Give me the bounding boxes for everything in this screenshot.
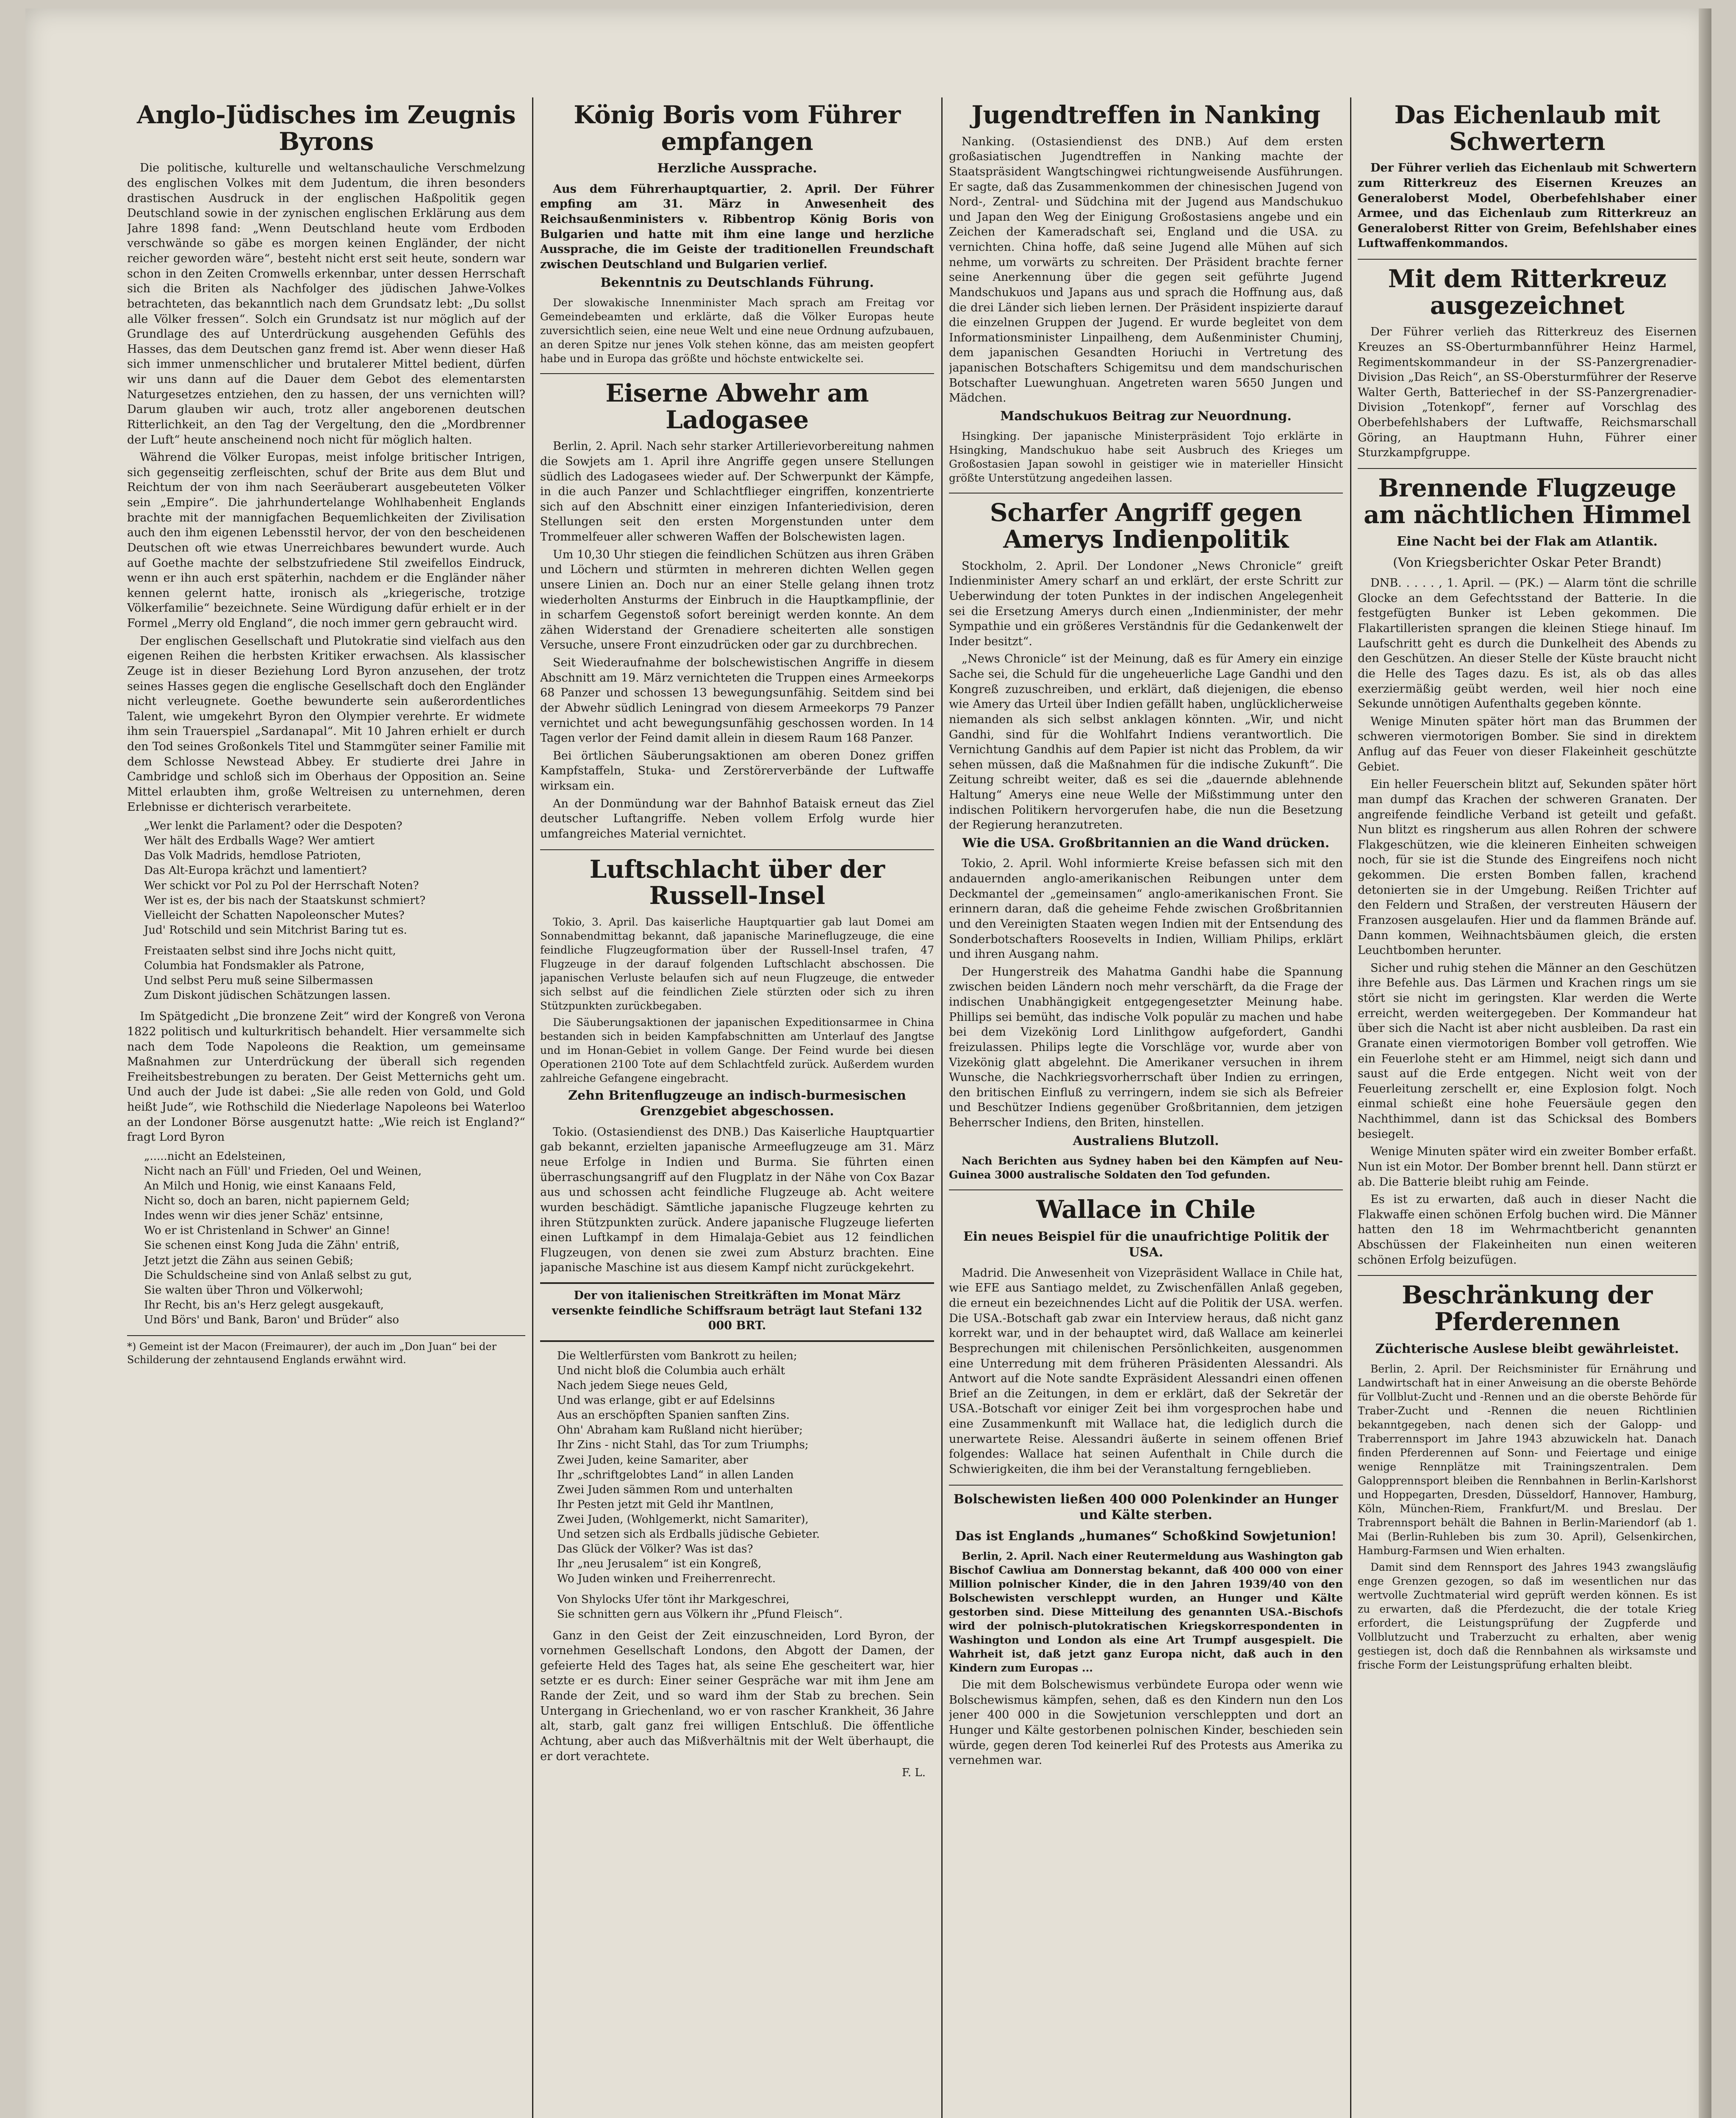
signature: F. L. <box>901 1766 926 1780</box>
paragraph: „News Chronicle“ ist der Meinung, daß es für Amery ein einzige Sache sei, die Schuld für die ungeheuerliche Lage Gandhi und den Kongreß zuzuschreiben, und erklärt, daß diejenigen, die ebenso wie Amery das Urteil über Indien gefällt haben, unglücklicherweise niemanden als sich selbst anklagen könnten. „Wir, und nicht Gandhi, sind für die Wohlfahrt Indiens verantwortlich. Die Vernichtung Gandhis auf dem Papier ist nicht das Problem, da wir sehen müssen, daß die Maßnahmen für die indische Zukunft“. Die Zeitung schreibt weiter, daß es sei die „dauernde ablehnende Haltung“ Amerys eine neue Welle der Mißstimmung unter den indischen Politikern hervorgerufen habe, die nun die Besetzung der Regierung heranzutreten. <box>949 652 1343 832</box>
headline: Brennende Flugzeuge am nächtlichen Himmel <box>1364 473 1691 529</box>
headline: Das Eichenlaub mit Schwertern <box>1394 100 1660 156</box>
column-1 <box>127 97 525 2118</box>
headline: Jugendtreffen in Nanking <box>971 100 1320 129</box>
headline: König Boris vom Führer empfangen <box>574 100 901 156</box>
paragraph: Die Säuberungsaktionen der japanischen Expeditionsarmee in China bestanden sich in beiden Kampfabschnitten am Unterlauf des Jangtse und im Honan-Gebiet in vollem Gange. Der Feind wurde bei diesen Operationen 2100 Tote auf dem Schlachtfeld zurück. Außerdem wurden zahlreiche Gefangene eingebracht. <box>540 1016 934 1084</box>
footnote: *) Gemeint ist der Macon (Freimaurer), der auch im „Don Juan“ bei der Schilderung der zehntausend Englands erwähnt wird. <box>127 1335 525 1367</box>
paragraph: Wenige Minuten später wird ein zweiter Bomber erfaßt. Nun ist ein Motor. Der Bomber brennt hell. Dann stürzt er ab. Die Batterie bleibt ruhig am Feinde. <box>1358 1145 1697 1189</box>
headline: Beschränkung der Pferderennen <box>1402 1281 1653 1336</box>
paragraph: Der slowakische Innenminister Mach sprach am Freitag vor Gemeindebeamten und erklärte, daß die Völker Europas heute zuversichtlich seien, eine neue Welt und eine neue Ordnung aufzubauen, an deren Spitze nur jenes Volk stehen könne, das am meisten geopfert habe und in Europa das größte und höchste entwickelte sei. <box>540 297 934 365</box>
boxed-text: Der von italienischen Streitkräften im Monat März versenkte feindliche Schiffsraum beträgt laut Stefani 132 000 BRT. <box>552 1289 923 1333</box>
deck: Züchterische Auslese bleibt gewährleistet. <box>1375 1341 1679 1356</box>
paragraph: Ein heller Feuerschein blitzt auf, Sekunden später hört man dumpf das Krachen der schweren Granaten. Der angreifende feindliche Verband ist geteilt und gefaßt. Nun blitzt es ringsherum aus allen Rohren der schwere Flakgeschützen, wie die kleineren Einheiten schweigen noch, für sie ist die Stunde des Eingreifens noch nicht gekommen. Die ersten Bomben fallen, krachend detonierten sie in der Umgebung. Reißen Trichter auf den Feldern und Straßen, der verstreuten Häusern der Franzosen ausgelaufen. Hier und da flammen Brände auf. Dann kommen, Weihnachtsbäumen gleich, die ersten Leuchtbomben herunter. <box>1358 778 1697 957</box>
paragraph: Tokio, 3. April. Das kaiserliche Hauptquartier gab laut Domei am Sonnabendmittag bekannt, daß japanische Marineflugzeuge, die eine feindliche Flugzeugformation über der Russell-Insel trafen, 47 Flugzeuge in der darauf folgenden Luftschlacht abschossen. Die japanischen Verluste belaufen sich auf neun Flugzeuge, die entweder sich selbst auf die feindlichen Ziele stürzten oder sich zu ihren Stützpunkten zurückbegaben. <box>540 915 934 1012</box>
paragraph: Der englischen Gesellschaft und Plutokratie sind vielfach aus den eigenen Reihen die herbsten Kritiker erwachsen. Als klassischer Zeuge ist in dieser Beziehung Lord Byron anzusehen, der trotz seines Hasses gegen die englische Gesellschaft doch den Engländer nicht verleugnete. Goethe bewunderte sein außerordentliches Talent, wie umgekehrt Byron den Olympier verehrte. Er widmete ihm sein Trauerspiel „Sardanapal“. Mit 10 Jahren erhielt er durch den Tod seines Großonkels Titel und Stammgüter seiner Familie mit dem Schlosse Newstead Abbey. Er studierte drei Jahre in Cambridge und schloß sich im Oberhaus der Opposition an. Seine Mittel erlaubten ihm, große Weltreisen zu unternehmen, deren Erlebnisse er dichterisch verarbeitete. <box>127 634 525 814</box>
column-4 <box>1358 97 1697 2118</box>
deck: Herzliche Aussprache. <box>657 161 817 176</box>
paragraph: Der Führer verlieh das Eichenlaub mit Schwertern zum Ritterkreuz des Eisernen Kreuzes an Generaloberst Model, Oberbefehlshaber einer Armee, und das Eichenlaub zum Ritterkreuz an Generaloberst Ritter von Greim, Befehlshaber eines Luftwaffenkommandos. <box>1358 161 1697 250</box>
subheading: Bolschewisten ließen 400 000 Polenkinder an Hunger und Kälte sterben. <box>953 1491 1339 1522</box>
paragraph: Der Hungerstreik des Mahatma Gandhi habe die Spannung zwischen beiden Ländern noch mehr verschärft, da die Frage der indischen Unabhängigkeit entgegengesetzter Meinung habe. Phillips sei bemüht, das indische Volk populär zu machen und habe bei dem Vizekönig Lord Linlithgow aufgefordert, Gandhi freizulassen. Philips legte die Vorschläge vor, wurde aber von Vizekönig glatt abgelehnt. Die Amerikaner versuchen in ihrem Wunsche, die Nachkriegsvorherrschaft über Indien zu erringen, den britischen Einfluß zu verringern, indem sie sich als Befreier und Beschützer Indiens gegenüber Großbritannien, dem jetzigen Beherrscher Indiens, den Briten, hinstellen. <box>949 965 1343 1129</box>
headline: Wallace in Chile <box>1036 1195 1256 1224</box>
paragraph: Tokio, 2. April. Wohl informierte Kreise befassen sich mit den andauernden anglo-amerikanischen Reibungen unter dem Deckmantel der „gemeinsamen“ anglo-amerikanischen Front. Sie erinnern daran, daß die geheime Fehde zwischen Großbritannien und den Vereinigten Staaten wegen Indien mit der Entsendung des Sonderbotschafters Roosevelts in Indien, William Philips, erklärt und ihren Ausgang nahm. <box>949 857 1343 961</box>
divider <box>949 1189 1343 1190</box>
subheading: Bekenntnis zu Deutschlands Führung. <box>600 275 874 290</box>
verse: Die Weltlerfürsten vom Bankrott zu heilen; Und nicht bloß die Columbia auch erhält Nach jedem Siege neues Geld, Und was erlange, gibt er auf Edelsinns Aus an erschöpften Spanien sanften Zins. Ohn' Abraham kam Rußland nicht hierüber; Ihr Zins - nicht Stahl, das Tor zum Triumphs; Zwei Juden, keine Samariter, aber Ihr „schriftgelobtes Land“ in allen Landen Zwei Juden sämmen Rom und unterhalten Ihr Pesten jetzt mit Geld ihr Mantlnen, Zwei Juden, (Wohlgemerkt, nicht Samariter), Und setzen sich als Erdballs jüdische Gebieter. Das Glück der Völker? Was ist das? Ihr „neu Jerusalem“ ist ein Kongreß, Wo Juden winken und Freiherrenrecht. <box>557 1349 820 1586</box>
divider <box>1358 468 1697 469</box>
paragraph: Wenige Minuten später hört man das Brummen der schweren viermotorigen Bomber. Sie sind in direktem Anflug auf das Feuer von dieser Flakeinheit geschützte Gebiet. <box>1358 715 1697 773</box>
subheading: Wie die USA. Großbritannien an die Wand drücken. <box>962 835 1330 851</box>
paragraph: Nanking. (Ostasiendienst des DNB.) Auf dem ersten großasiatischen Jugendtreffen in Nanking machte der Staatspräsident Wangtschingwei richtungweisende Ausführungen. Er sagte, daß das Zusammenkommen der chinesischen Jugend von Nord-, Zentral- und Südchina mit der Jugend aus Mandschukuo und Japan den Weg der Einigung Großostasiens angebe und ein Zeichen der Kameradschaft sei, England und die USA. zu vernichten. China hoffe, daß seine Jugend alle Mühen auf sich nehme, um vorwärts zu schreiten. Der Präsident brachte ferner seine Anerkennung über die gegen seit geführte Jugend Mandschukuos und Japans aus und sprach die Hoffnung aus, daß die drei Länder sich lieben lernen. Der Präsident inspizierte darauf die einzelnen Gruppen der Jugend. Er wurde begleitet von dem Informationsminister Linpailheng, dem Außenminister Chuminj, dem japanischen Gesandten Horiuchi in Vertretung des japanischen Botschafters Schigemitsu und dem mandschurischen Botschafter Luewunghuan. Angetreten waren 5650 Jungen und Mädchen. <box>949 135 1343 405</box>
divider <box>949 1485 1343 1486</box>
paragraph: An der Donmündung war der Bahnhof Bataisk erneut das Ziel deutscher Luftangriffe. Neben vollem Erfolg wurde hier umfangreiches Material vernichtet. <box>540 797 934 840</box>
verse: „Wer lenkt die Parlament? oder die Despoten? Wer hält des Erdballs Wage? Wer amtiert Das Volk Madrids, hemdlose Patrioten, Das Alt-Europa krächzt und lamentiert? Wer schickt vor Pol zu Pol der Herrschaft Noten? Wer ist es, der bis nach der Staatskunst schmiert? Vielleicht der Schatten Napoleonscher Mutes? Jud' Rotschild und sein Mitchrist Baring tut es. <box>144 820 426 937</box>
paragraph: Hsingking. Der japanische Ministerpräsident Tojo erklärte in Hsingking, Mandschukuo habe seit Ausbruch des Krieges um Großostasien Japan sowohl in geistiger wie in materieller Hinsicht größte Unterstützung angedeihen lassen. <box>949 430 1343 485</box>
divider <box>540 373 934 374</box>
paragraph: Stockholm, 2. April. Der Londoner „News Chronicle“ greift Indienminister Amery scharf an und erklärt, der erste Schritt zur Ueberwindung der toten Punktes in der indischen Angelegenheit sei die Ersetzung Amerys durch einen „Indienminister, der mehr Sympathie und ein größeres Verständnis für die Gedankenwelt der Inder besitzt“. <box>949 559 1343 648</box>
paragraph: DNB. . . . . , 1. April. — (PK.) — Alarm tönt die schrille Glocke an dem Gefechtsstand der Batterie. In die festgefügten Bunker ist Leben gekommen. Die Flakartilleristen sprangen die kleinen Stiege hinauf. Im Laufschritt geht es durch die Dunkelheit des Abends zu den Geschützen. An dieser Stelle der Küste braucht nicht die Helle des Tages dazu. Es ist, als ob das alles exerziermäßig geübt werden, weil hier noch eine Sekunde unnötigen Aufenthalts gegeben könnte. <box>1358 577 1697 711</box>
headline: Scharfer Angriff gegen Amerys Indienpolitik <box>990 498 1302 554</box>
column-2 <box>540 97 934 2118</box>
paragraph: Die mit dem Bolschewismus verbündete Europa oder wenn wie Bolschewismus kämpfen, sehen, daß es den Kindern nun den Los jener 400 000 in die Sowjetunion verschleppten und dort an Hunger und Kälte gestorbenen polnischen Kinder, beschieden sein würde, gegen deren Tod keinerlei Ruf des Protests aus Amerika zu vernehmen war. <box>949 1678 1343 1767</box>
lead-paragraph: Aus dem Führerhauptquartier, 2. April. Der Führer empfing am 31. März in Anwesenheit des Reichsaußenministers v. Ribbentrop König Boris von Bulgarien und hatte mit ihm eine lange und herzliche Aussprache, die im Geiste der traditionellen Freundschaft zwischen Deutschland und Bulgarien verlief. <box>540 182 934 271</box>
paragraph: Der Führer verlieh das Ritterkreuz des Eisernen Kreuzes an SS-Oberturmbannführer Heinz Harmel, Regimentskommandeur in der SS-Panzergrenadier-Division „Das Reich“, an SS-Obersturmführer der Reserve Walter Gerth, Batteriechef in der SS-Panzergrenadier-Division „Totenkopf“, ferner auf Vorschlag des Oberbefehlshabers der Luftwaffe, Reichsmarschall Göring, an Hauptmann Huhn, Führer einer Sturzkampfgruppe. <box>1358 325 1697 460</box>
subheading: Zehn Britenflugzeuge an indisch-burmesischen Grenzgebiet abgeschossen. <box>568 1088 906 1119</box>
headline: Luftschlacht über der Russell-Insel <box>589 854 885 910</box>
subheading: Australiens Blutzoll. <box>1073 1133 1219 1148</box>
verse: Von Shylocks Ufer tönt ihr Markgeschrei, Sie schnitten gern aus Völkern ihr „Pfund Fleisch“. <box>557 1593 843 1621</box>
paragraph: Damit sind dem Rennsport des Jahres 1943 zwangsläufig enge Grenzen gezogen, so daß im wesentlichen nur das wertvolle Zuchtmaterial wird geprüft werden können. Es ist zu erwarten, daß die Pferdezucht, die der totale Krieg erfordert, die Leistungsprüfung der Zugpferde und Vollblutzucht und Traberzucht zu erhalten, aber wenig gestiegen ist, doch daß die Rennbahnen als wirksamste und frische Form der Leistungsprüfung erhalten bleibt. <box>1358 1561 1697 1671</box>
paragraph: Im Spätgedicht „Die bronzene Zeit“ wird der Kongreß von Verona 1822 politisch und kulturkritisch behandelt. Hier versammelte sich nach dem Tode Napoleons die Reaktion, um gemeinsame Maßnahmen zur Unterdrückung der überall sich regenden Freiheitsbestrebungen zu beraten. Der Geist Metternichs geht um. Und auch der Jude ist dabei: „Sie alle reden von Gold, und Gold heißt Jude“, wie Rothschild die Niederlage Napoleons bei Waterloo an der Londoner Börse ausgenutzt hatte: „Wie reich ist England?“ fragt Lord Byron <box>127 1010 525 1144</box>
headline: Mit dem Ritterkreuz ausgezeichnet <box>1388 264 1667 320</box>
newspaper-page <box>25 8 1711 2118</box>
paragraph: Die politische, kulturelle und weltanschauliche Verschmelzung des englischen Volkes mit dem Judentum, die ihren besonders drastischen Ausdruck in der englischen Haßpolitik gegen Deutschland sowie in der zynischen englischen Erklärung aus dem Jahre 1898 fand: „Wenn Deutschland heute vom Erdboden verschwände so gäbe es morgen keinen Engländer, der nicht reicher geworden wäre“, besteht nicht erst seit heute, sondern war schon in den Zeiten Cromwells erkennbar, unter dessen Herrschaft sich die Briten als Nachfolger des jüdischen Jahwe-Volkes betrachteten, das bekanntlich nach dem Grundsatz lebt: „Du sollst alle Völker fressen“. Solch ein Grundsatz ist nur möglich auf der Grundlage des auf Unterdrückung ausgehenden Gefühls des Hasses, das dem Deutschen ganz fremd ist. Aber wenn dieser Haß sich immer unmenschlicher und brutalerer Mittel bedient, dürfen wir uns dann auf die Dauer dem Gebot des elementarsten Naturgesetzes entziehen, den zu hassen, der uns vernichten will? Darum glauben wir auch, trotz aller angeborenen deutschen Ritterlichkeit, an den Tag der Vergeltung, den die „Mordbrenner der Luft“ heute anscheinend noch nicht für möglich halten. <box>127 161 525 446</box>
paragraph: Berlin, 2. April. Nach einer Reutermeldung aus Washington gab Bischof Cawliua am Donnerstag bekannt, daß 400 000 von einer Million polnischer Kinder, die in den Jahren 1939/40 von den Bolschewisten verschleppt wurden, an Hunger und Kälte gestorben sind. Diese Mitteilung des genannten USA.-Bischofs wird der polnisch-plutokratischen Kriegskorrespondenten in Washington und London als eine Art Trumpf ausgespielt. Die Wahrheit ist, daß jetzt ganz Europa nicht, daß auch in den Kindern zum Europas ... <box>949 1550 1343 1674</box>
paragraph: Bei örtlichen Säuberungsaktionen am oberen Donez griffen Kampfstaffeln, Stuka- und Zerstörerverbände der Luftwaffe wirksam ein. <box>540 749 934 793</box>
column-rule <box>941 97 943 2118</box>
paragraph: Ganz in den Geist der Zeit einzuschneiden, Lord Byron, der vornehmen Gesellschaft Londons, den Abgott der Damen, der gefeierte Held des Tages hat, als seine Ehe gescheitert war, hier setzte er es durch: Einer seiner Gespräche war mit ihm Jene am Rande der Zeit, und so ward ihm der Stab zu brechen. Sein Untergang in Griechenland, wo er von rascher Krankheit, 36 Jahre alt, starb, galt ganz frei willigen Entschluß. Die öffentliche Achtung, aber auch das Mißverhältnis mit der Welt überhaupt, die er dort verachtete. <box>540 1629 934 1763</box>
paragraph: Sicher und ruhig stehen die Männer an den Geschützen ihre Befehle aus. Das Lärmen und Krachen rings um sie stört sie nicht im geringsten. Klar werden die Werte erreicht, werden weitergegeben. Der Kommandeur hat über sich die Nacht ist aber nicht ausbleiben. Da rast ein Granate einen viermotorigen Bomber voll getroffen. Wie ein Feuerlohe steht er am Himmel, neigt sich dann und saust auf die Erde entgegen. Nicht weit von der Feuerleitung zerschellt er, eine Explosion folgt. Noch einmal schießt eine hohe Feuersäule gegen den Nachthimmel, dann ist das Schicksal des Bombers besiegelt. <box>1358 961 1697 1141</box>
column-rule <box>532 97 533 2118</box>
paragraph: Nach Berichten aus Sydney haben bei den Kämpfen auf Neu-Guinea 3000 australische Soldaten den Tod gefunden. <box>949 1155 1343 1181</box>
paragraph: Während die Völker Europas, meist infolge britischer Intrigen, sich gegenseitig zerfleischten, schuf der Brite aus dem Blut und Reichtum der von ihm nach Seeräuberart ausgebeuteten Völker sein „Empire“. Die jahrhundertelange Wohlhabenheit Englands brachte mit der mannigfachen Bequemlichkeiten der Zivilisation auch den ihm eigenen Lebensstil hervor, der von den bescheidenen Deutschen oft wie etwas Unerreichbares bewundert wurde. Auch auf Goethe machte der selbstzufriedene Stil zweifellos Eindruck, wenn er ihn auch erst späterhin, nachdem er die Engländer näher kennen gelernt hatte, ironisch als „kriegerische, trotzige Völkerfamilie“ bezeichnete. Seine Würdigung dafür erhielt er in der Formel „Merry old England“, die noch immer gern gebraucht wird. <box>127 451 525 630</box>
verse: Freistaaten selbst sind ihre Jochs nicht quitt, Columbia hat Fondsmakler als Patrone, Und selbst Peru muß seine Silbermassen Zum Diskont jüdischen Schätzungen lassen. <box>144 944 396 1002</box>
paragraph: Es ist zu erwarten, daß auch in dieser Nacht die Flakwaffe einen schönen Erfolg buchen wird. Die Männer hatten den 18 im Wehrmachtbericht genannten Abschüssen der Flakeinheiten nun einen weiteren schönen Erfolg beizufügen. <box>1358 1193 1697 1267</box>
deck: Ein neues Beispiel für die unaufrichtige Politik der USA. <box>963 1229 1329 1260</box>
paragraph: Berlin, 2. April. Der Reichsminister für Ernährung und Landwirtschaft hat in einer Anweisung an die oberste Behörde für Vollblut-Zucht und -Rennen und an die oberste Behörde für Traber-Zucht und -Rennen die neuen Richtlinien bekanntgegeben, nach denen sich der Galopp- und Traberrennsport im Jahre 1943 abzuwickeln hat. Danach finden Pferderennen auf Sonn- und Feiertage und einige wenige Rennplätze mit Trainingszentralen. Dem Galopprennsport bleiben die Rennbahnen in Berlin-Karlshorst und Hoppegarten, Dresden, Düsseldorf, Hannover, Hamburg, Köln, München-Riem, Frankfurt/M. und Breslau. Der Trabrennsport behält die Bahnen in Berlin-Mariendorf (ab 1. Mai (Berlin-Ruhleben bis zum 30. April), Gelsenkirchen, Hamburg-Farmsen und Wien erhalten. <box>1358 1363 1697 1557</box>
subheading: Das ist Englands „humanes“ Schoßkind Sowjetunion! <box>955 1528 1337 1544</box>
boxed-notice <box>540 1282 934 1342</box>
column-rule <box>1350 97 1351 2118</box>
deck: Eine Nacht bei der Flak am Atlantik. <box>1397 534 1658 549</box>
subheading: Mandschukuos Beitrag zur Neuordnung. <box>1000 408 1292 424</box>
paragraph: Madrid. Die Anwesenheit von Vizepräsident Wallace in Chile hat, wie EFE aus Santiago meldet, zu Zwischenfällen Anlaß gegeben, die erneut ein bezeichnendes Licht auf die Politik der USA. werfen. Die USA.-Botschaft gab zwar ein Interview heraus, daß nicht ganz korrekt war, und in der behauptet wird, daß Wallace am keinerlei Besprechungen mit chilenischen Persönlichkeiten, ausgenommen eine Unterredung mit dem früheren Präsidenten Alessandri. Als Antwort auf die Note sandte Expräsident Alessandri einen offenen Brief an die Zeitungen, in dem er erklärt, daß der Sekretär der USA.-Botschaft vor einiger Zeit bei ihm vorgesprochen habe und eine Zusammenkunft mit Wallace hat, die lediglich durch die unerwartete Reise. Alessandri äußerte in seinem offenen Brief folgendes: Wallace hat seinen Aufenthalt in Chile durch die Schwierigkeiten, die ihm bei der Veranstaltung ferngeblieben. <box>949 1266 1343 1476</box>
divider <box>1358 259 1697 260</box>
divider <box>540 849 934 850</box>
paragraph: Berlin, 2. April. Nach sehr starker Artillerievorbereitung nahmen die Sowjets am 1. April ihre Angriffe gegen unsere Stellungen südlich des Ladogasees wieder auf. Der Schwerpunkt der Kämpfe, in die auch Panzer und Schlachtflieger eingriffen, konzentrierte sich auf den Abschnitt einer einzigen Infanteriedivision, deren Stellungen seit den ersten Morgenstunden unter dem Trommelfeuer aller schweren Waffen der Bolschewisten lagen. <box>540 440 934 543</box>
paragraph: Tokio. (Ostasiendienst des DNB.) Das Kaiserliche Hauptquartier gab bekannt, erzielten japanische Armeeflugzeuge am 31. März neue Erfolge in Indien und Burma. Sie führten einen überraschungsangriff auf den Flugplatz in der Nähe von Cox Bazar aus und schossen acht feindliche Flugzeuge ab. Acht weitere wurden beschädigt. Sämtliche japanische Flugzeuge kehrten zu ihren Stützpunkten zurück. Andere japanische Flugzeuge lieferten einen Luftkampf in dem Himalaja-Gebiet aus 12 feindlichen Flugzeugen, von denen sie zwei zum Absturz brachten. Eine japanische Maschine ist aus diesem Kampf nicht zurückgekehrt. <box>540 1125 934 1275</box>
headline: Anglo-Jüdisches im Zeugnis Byrons <box>136 100 516 156</box>
page-edge <box>1699 8 1711 2118</box>
paragraph: Seit Wiederaufnahme der bolschewistischen Angriffe in diesem Abschnitt am 19. März vernichteten die Truppen eines Armeekorps 68 Panzer und schossen 13 bewegungsunfähig. Seitdem sind bei der Abwehr südlich Leningrad von diesem Armeekorps 79 Panzer vernichtet und acht bewegungsunfähig geschossen worden. In 14 Tagen verlor der Feind damit allein in diesem Raum 168 Panzer. <box>540 656 934 745</box>
byline: (Von Kriegsberichter Oskar Peter Brandt) <box>1393 555 1661 570</box>
headline: Eiserne Abwehr am Ladogasee <box>605 379 869 434</box>
verse: „.....nicht an Edelsteinen, Nicht nach an Füll' und Frieden, Oel und Weinen, An Milch und Honig, wie einst Kanaans Feld, Nicht so, doch an baren, nicht papiernem Geld; Indes wenn wir dies jener Schäz' entsinne, Wo er ist Christenland in Schwer' an Ginne! Sie schenen einst Kong Juda die Zähn' entriß, Jetzt jetzt die Zähn aus seinen Gebiß; Die Schuldscheine sind von Anlaß selbst zu gut, Sie walten über Thron und Völkerwohl; Ihr Recht, bis an's Herz gelegt ausgekauft, Und Börs' und Bank, Baron' und Brüder“ also <box>144 1150 422 1326</box>
paragraph: Um 10,30 Uhr stiegen die feindlichen Schützen aus ihren Gräben und Löchern und stürmten in mehreren dichten Wellen gegen unsere Linien an. Doch nur an einer Stelle gelang ihnen trotz wiederholten Ansturms der Einbruch in die Hauptkampflinie, der in scharfem Gegenstoß sofort bereinigt werden konnte. An dem zähen Widerstand der Grenadiere scheiterten alle sonstigen Versuche, unsere Front einzudrücken oder gar zu durchbrechen. <box>540 548 934 652</box>
divider <box>1358 1275 1697 1276</box>
column-3 <box>949 97 1343 2118</box>
